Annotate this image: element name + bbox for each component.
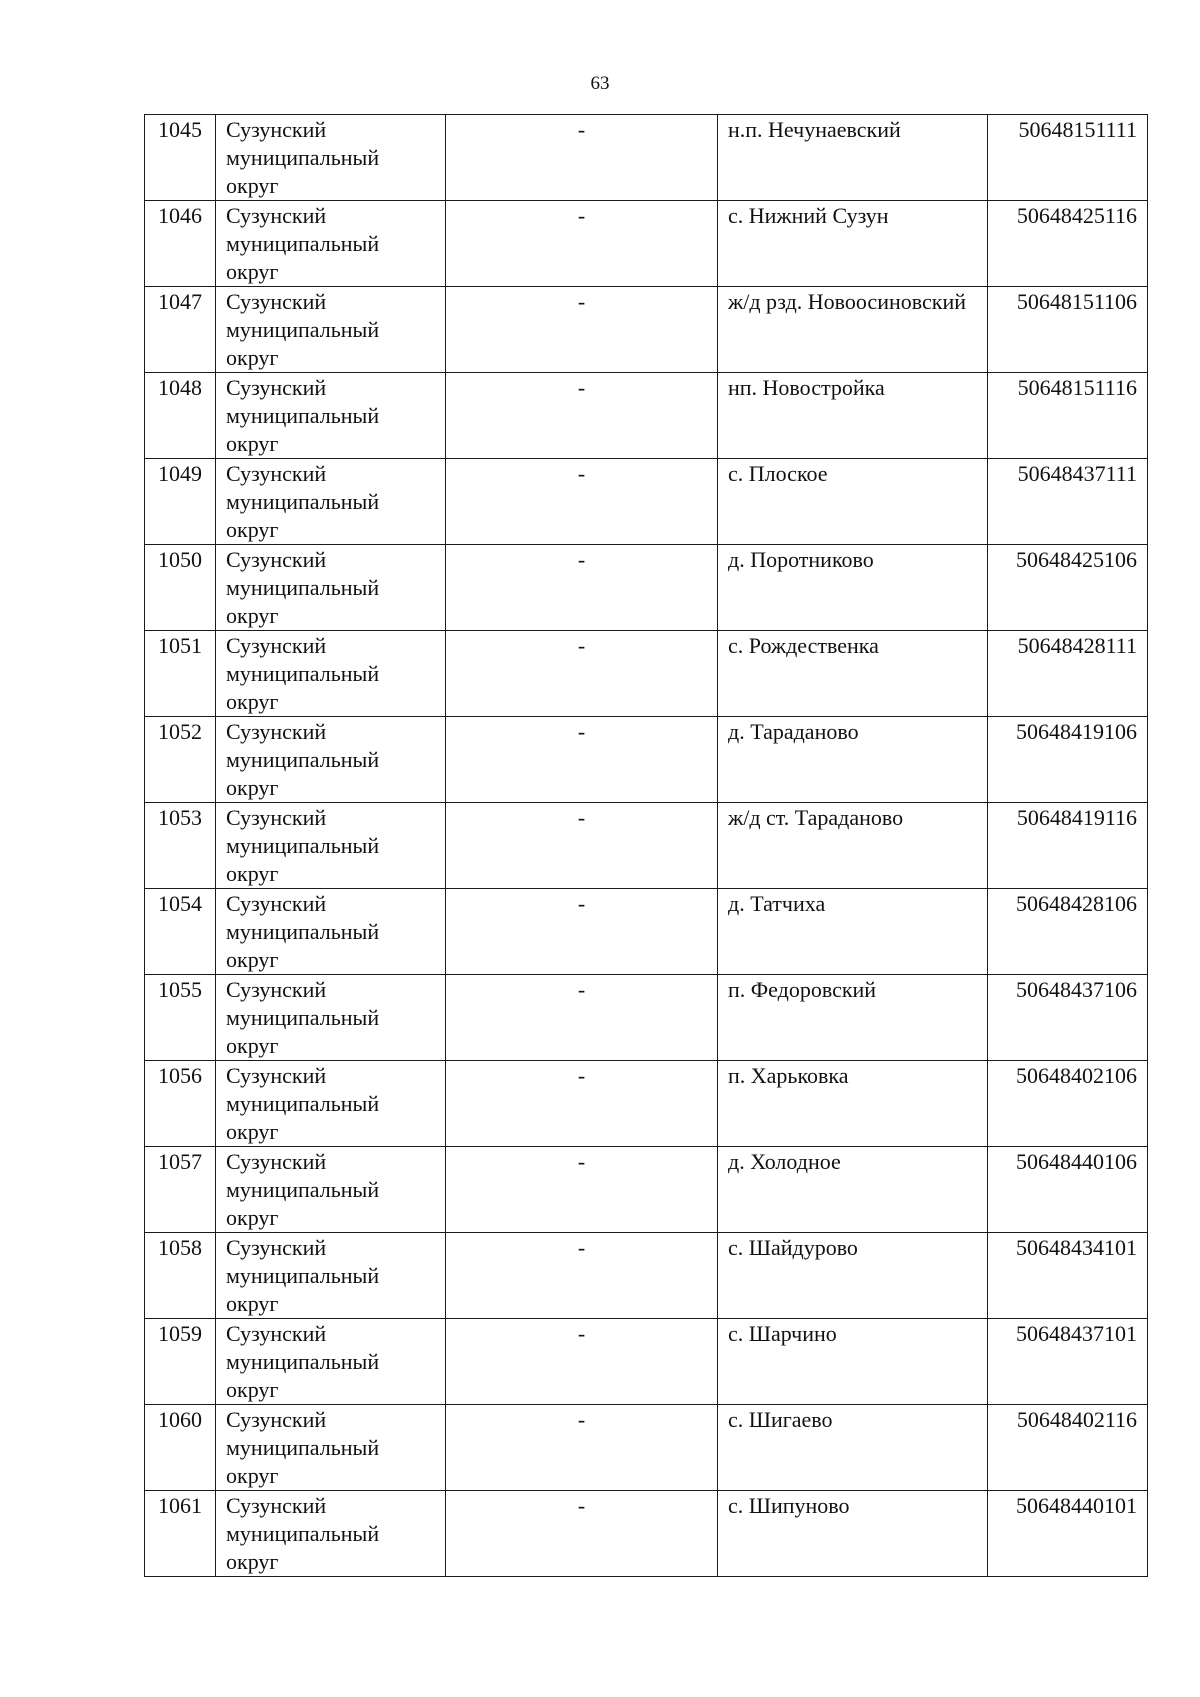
table-row (145, 975, 1148, 1061)
row-number: 1061 (145, 1491, 216, 1577)
oktmo-code: 50648151111 (988, 115, 1148, 201)
locality-name: с. Шайдурово (718, 1233, 988, 1319)
oktmo-code: 50648151116 (988, 373, 1148, 459)
district-name: Сузунский муниципальный округ (216, 459, 446, 545)
row-number: 1051 (145, 631, 216, 717)
settlement-name: - (446, 545, 718, 631)
locality-name: н.п. Нечунаевский (718, 115, 988, 201)
oktmo-code: 50648440106 (988, 1147, 1148, 1233)
locality-name: с. Нижний Сузун (718, 201, 988, 287)
oktmo-code: 50648434101 (988, 1233, 1148, 1319)
table-body (145, 115, 1148, 1577)
row-number: 1050 (145, 545, 216, 631)
locality-name: с. Рождественка (718, 631, 988, 717)
row-number: 1058 (145, 1233, 216, 1319)
locality-name: д. Поротниково (718, 545, 988, 631)
table-row (145, 1405, 1148, 1491)
locality-name: с. Шипуново (718, 1491, 988, 1577)
locality-name: с. Шарчино (718, 1319, 988, 1405)
settlement-name: - (446, 1147, 718, 1233)
table-row (145, 1319, 1148, 1405)
district-name: Сузунский муниципальный округ (216, 201, 446, 287)
row-number: 1053 (145, 803, 216, 889)
settlement-name: - (446, 1061, 718, 1147)
district-name: Сузунский муниципальный округ (216, 1405, 446, 1491)
row-number: 1054 (145, 889, 216, 975)
settlement-name: - (446, 115, 718, 201)
oktmo-code: 50648419116 (988, 803, 1148, 889)
locality-name: с. Шигаево (718, 1405, 988, 1491)
district-name: Сузунский муниципальный округ (216, 1061, 446, 1147)
district-name: Сузунский муниципальный округ (216, 889, 446, 975)
oktmo-code: 50648428111 (988, 631, 1148, 717)
settlement-name: - (446, 803, 718, 889)
locality-name: с. Плоское (718, 459, 988, 545)
table-row (145, 1233, 1148, 1319)
oktmo-code: 50648425106 (988, 545, 1148, 631)
oktmo-code: 50648437106 (988, 975, 1148, 1061)
locality-name: п. Федоровский (718, 975, 988, 1061)
table-row (145, 1147, 1148, 1233)
oktmo-code: 50648419106 (988, 717, 1148, 803)
settlement-name: - (446, 1491, 718, 1577)
table-row (145, 803, 1148, 889)
row-number: 1047 (145, 287, 216, 373)
locality-name: д. Тараданово (718, 717, 988, 803)
settlement-name: - (446, 1233, 718, 1319)
oktmo-code: 50648437101 (988, 1319, 1148, 1405)
district-name: Сузунский муниципальный округ (216, 803, 446, 889)
table-row (145, 545, 1148, 631)
row-number: 1060 (145, 1405, 216, 1491)
settlement-name: - (446, 459, 718, 545)
locality-name: п. Харьковка (718, 1061, 988, 1147)
page-number: 63 (590, 73, 610, 94)
table-row (145, 717, 1148, 803)
table-row (145, 287, 1148, 373)
locality-name: ж/д рзд. Новоосиновский (718, 287, 988, 373)
locality-name: д. Татчиха (718, 889, 988, 975)
table-row (145, 1491, 1148, 1577)
table-row (145, 201, 1148, 287)
settlement-name: - (446, 975, 718, 1061)
row-number: 1049 (145, 459, 216, 545)
settlement-name: - (446, 889, 718, 975)
settlement-name: - (446, 201, 718, 287)
district-name: Сузунский муниципальный округ (216, 631, 446, 717)
settlement-name: - (446, 1319, 718, 1405)
table-row (145, 631, 1148, 717)
district-name: Сузунский муниципальный округ (216, 287, 446, 373)
oktmo-code: 50648402116 (988, 1405, 1148, 1491)
row-number: 1052 (145, 717, 216, 803)
row-number: 1056 (145, 1061, 216, 1147)
district-name: Сузунский муниципальный округ (216, 1491, 446, 1577)
oktmo-code: 50648437111 (988, 459, 1148, 545)
district-name: Сузунский муниципальный округ (216, 115, 446, 201)
table-row (145, 889, 1148, 975)
settlement-name: - (446, 717, 718, 803)
settlement-name: - (446, 1405, 718, 1491)
row-number: 1059 (145, 1319, 216, 1405)
district-name: Сузунский муниципальный округ (216, 975, 446, 1061)
district-name: Сузунский муниципальный округ (216, 1147, 446, 1233)
locality-name: д. Холодное (718, 1147, 988, 1233)
district-name: Сузунский муниципальный округ (216, 1233, 446, 1319)
table-row (145, 459, 1148, 545)
settlement-name: - (446, 373, 718, 459)
district-name: Сузунский муниципальный округ (216, 545, 446, 631)
row-number: 1046 (145, 201, 216, 287)
oktmo-code: 50648151106 (988, 287, 1148, 373)
district-name: Сузунский муниципальный округ (216, 1319, 446, 1405)
oktmo-code: 50648402106 (988, 1061, 1148, 1147)
row-number: 1048 (145, 373, 216, 459)
table-row (145, 115, 1148, 201)
table-row (145, 373, 1148, 459)
row-number: 1045 (145, 115, 216, 201)
oktmo-code: 50648425116 (988, 201, 1148, 287)
settlement-name: - (446, 287, 718, 373)
district-name: Сузунский муниципальный округ (216, 717, 446, 803)
district-name: Сузунский муниципальный округ (216, 373, 446, 459)
locality-name: ж/д ст. Тараданово (718, 803, 988, 889)
row-number: 1057 (145, 1147, 216, 1233)
row-number: 1055 (145, 975, 216, 1061)
settlement-name: - (446, 631, 718, 717)
oktmo-code: 50648428106 (988, 889, 1148, 975)
settlements-table (144, 114, 1148, 1577)
locality-name: нп. Новостройка (718, 373, 988, 459)
oktmo-code: 50648440101 (988, 1491, 1148, 1577)
table-row (145, 1061, 1148, 1147)
